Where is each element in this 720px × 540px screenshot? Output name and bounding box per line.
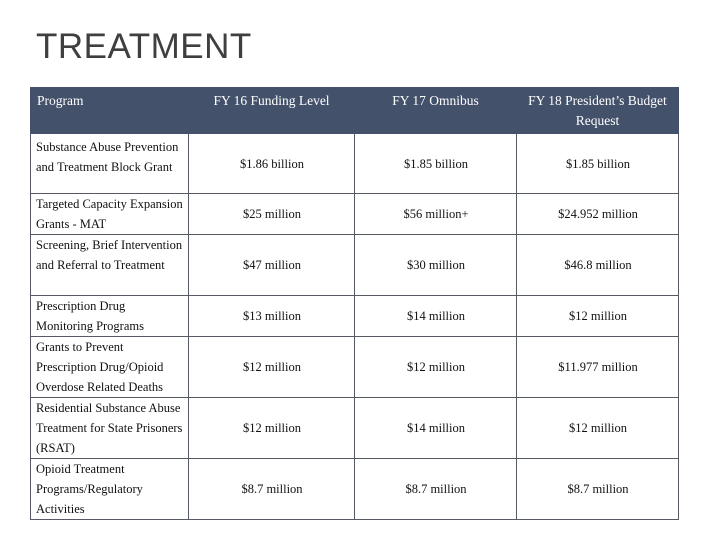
table-row: [31, 459, 679, 520]
fy18-cell: $12 million: [517, 296, 679, 337]
header-program: Program: [31, 88, 189, 134]
program-cell: Targeted Capacity Expansion Grants - MAT: [31, 194, 189, 235]
funding-table: [30, 87, 679, 520]
fy17-cell: $14 million: [355, 398, 517, 459]
program-cell: Residential Substance Abuse Treatment for State Prisoners (RSAT): [31, 398, 189, 459]
table-row: [31, 194, 679, 235]
fy17-cell: $8.7 million: [355, 459, 517, 520]
header-fy17: FY 17 Omnibus: [355, 88, 517, 134]
table-row: [31, 398, 679, 459]
table-row: [31, 337, 679, 398]
fy17-cell: $56 million+: [355, 194, 517, 235]
program-cell: Grants to Prevent Prescription Drug/Opioid Overdose Related Deaths: [31, 337, 189, 398]
fy18-cell: $46.8 million: [517, 235, 679, 296]
table-row: [31, 296, 679, 337]
fy17-cell: $14 million: [355, 296, 517, 337]
fy18-cell: $12 million: [517, 398, 679, 459]
fy16-cell: $47 million: [189, 235, 355, 296]
program-cell: Opioid Treatment Programs/Regulatory Activities: [31, 459, 189, 520]
fy16-cell: $8.7 million: [189, 459, 355, 520]
program-cell: Prescription Drug Monitoring Programs: [31, 296, 189, 337]
fy17-cell: $12 million: [355, 337, 517, 398]
header-fy16: FY 16 Funding Level: [189, 88, 355, 134]
table-header-row: [31, 88, 679, 134]
fy18-cell: $1.85 billion: [517, 134, 679, 194]
table-row: [31, 134, 679, 194]
fy16-cell: $12 million: [189, 337, 355, 398]
fy16-cell: $13 million: [189, 296, 355, 337]
fy17-cell: $1.85 billion: [355, 134, 517, 194]
table-row: [31, 235, 679, 296]
fy17-cell: $30 million: [355, 235, 517, 296]
program-cell: Screening, Brief Intervention and Referral to Treatment: [31, 235, 189, 296]
slide-title: TREATMENT: [36, 27, 252, 66]
fy18-cell: $8.7 million: [517, 459, 679, 520]
fy16-cell: $25 million: [189, 194, 355, 235]
fy16-cell: $1.86 billion: [189, 134, 355, 194]
fy16-cell: $12 million: [189, 398, 355, 459]
header-fy18: FY 18 President’s Budget Request: [517, 88, 679, 134]
fy18-cell: $11.977 million: [517, 337, 679, 398]
fy18-cell: $24.952 million: [517, 194, 679, 235]
program-cell: Substance Abuse Prevention and Treatment Block Grant: [31, 134, 189, 194]
